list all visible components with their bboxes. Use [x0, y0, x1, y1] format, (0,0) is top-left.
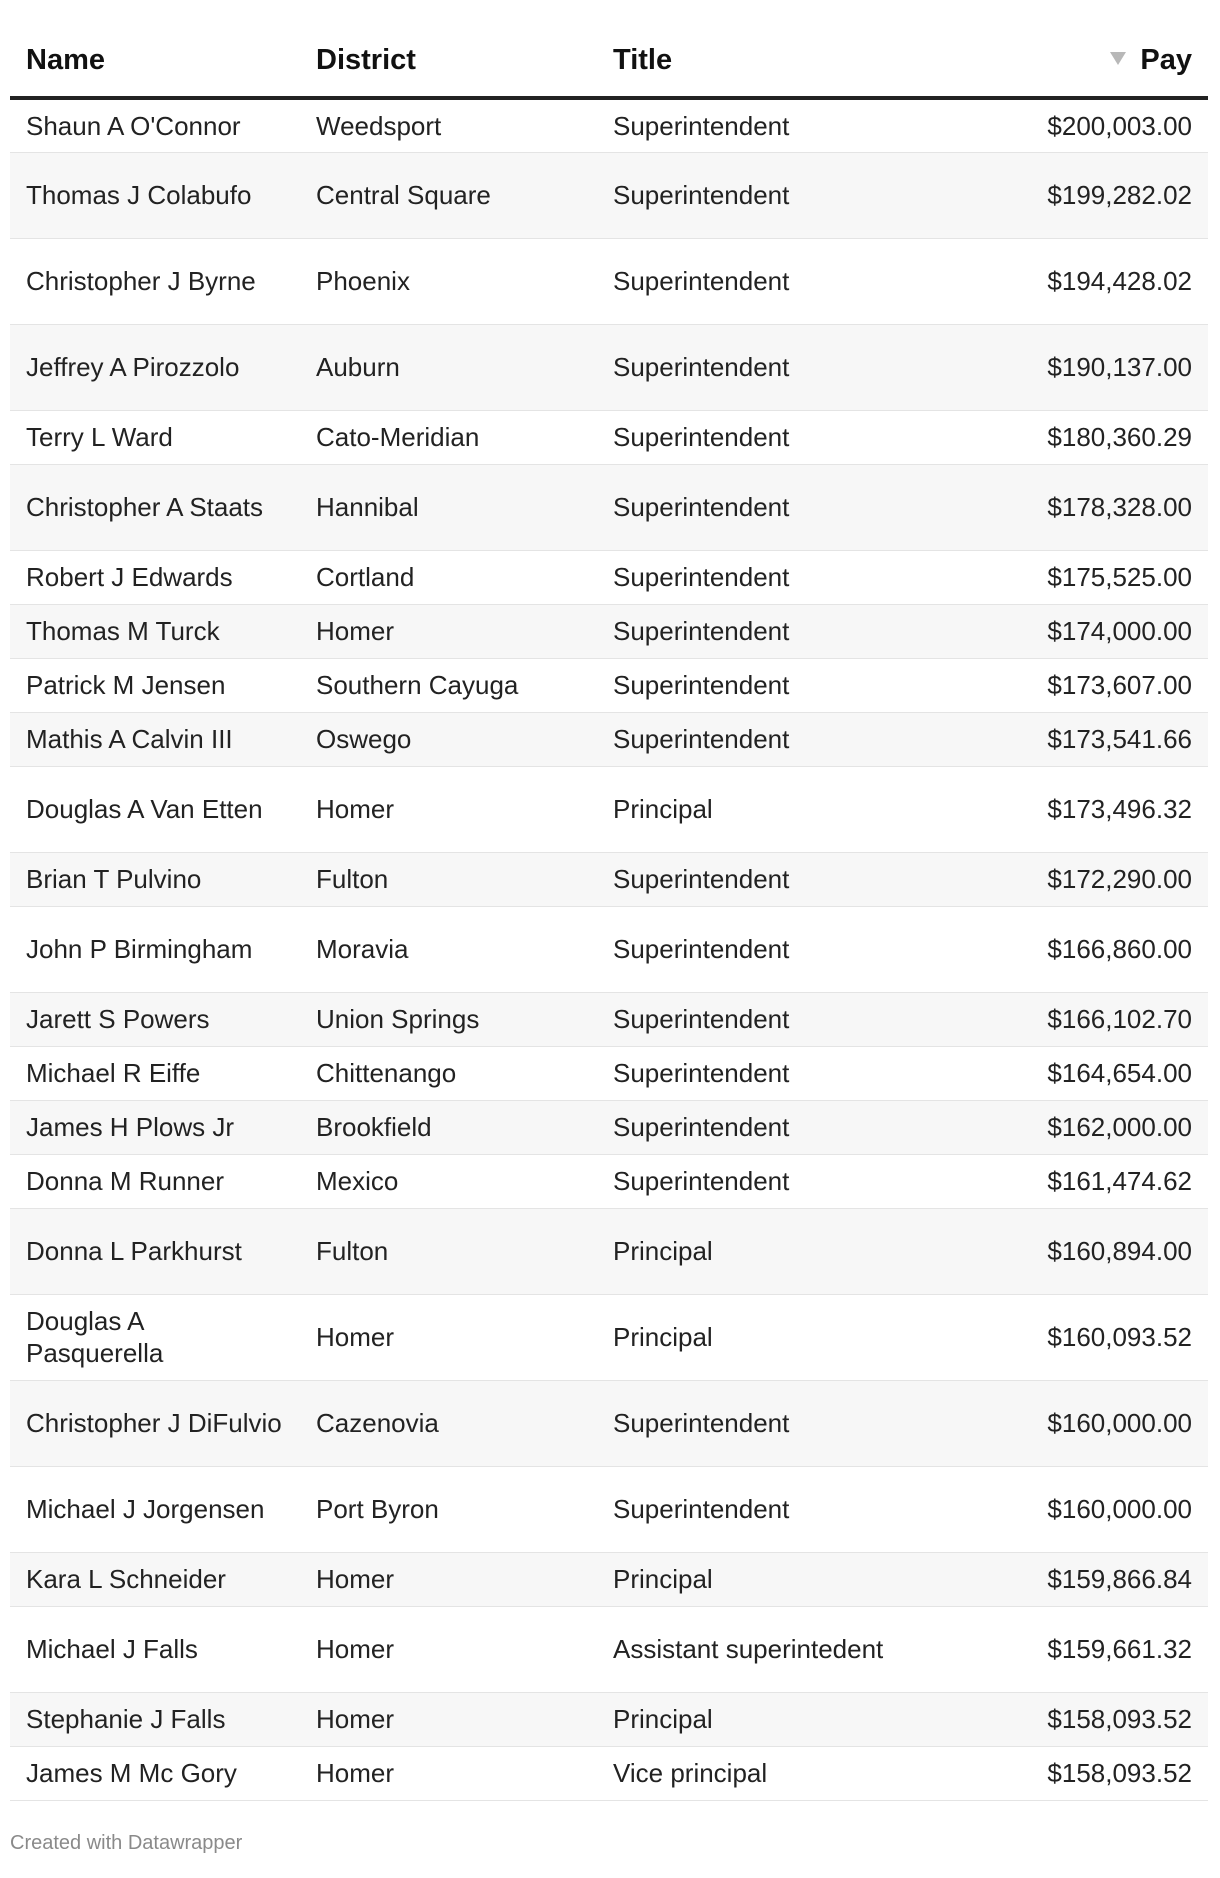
sort-descending-icon[interactable] — [1110, 52, 1126, 65]
cell-district: Homer — [300, 1692, 597, 1746]
cell-title: Superintendent — [597, 604, 952, 658]
cell-name: Christopher J Byrne — [10, 238, 300, 324]
table-row — [10, 658, 1208, 712]
cell-pay: $158,093.52 — [952, 1746, 1208, 1800]
table-row — [10, 766, 1208, 852]
table-row — [10, 852, 1208, 906]
salary-table — [10, 24, 1208, 1801]
cell-pay: $160,894.00 — [952, 1208, 1208, 1294]
cell-title: Superintendent — [597, 1100, 952, 1154]
cell-name: John P Birmingham — [10, 906, 300, 992]
table-row — [10, 712, 1208, 766]
cell-name: Robert J Edwards — [10, 550, 300, 604]
cell-district: Cazenovia — [300, 1380, 597, 1466]
table-row — [10, 324, 1208, 410]
table-row — [10, 1100, 1208, 1154]
cell-title: Superintendent — [597, 1046, 952, 1100]
column-header-title[interactable]: Title — [597, 24, 952, 98]
cell-pay: $164,654.00 — [952, 1046, 1208, 1100]
cell-pay: $166,860.00 — [952, 906, 1208, 992]
cell-name: Christopher J DiFulvio — [10, 1380, 300, 1466]
cell-title: Principal — [597, 1552, 952, 1606]
cell-title: Superintendent — [597, 238, 952, 324]
salary-table-container — [10, 24, 1208, 1801]
cell-name: Jeffrey A Pirozzolo — [10, 324, 300, 410]
table-row — [10, 1552, 1208, 1606]
cell-title: Principal — [597, 1692, 952, 1746]
cell-district: Phoenix — [300, 238, 597, 324]
cell-pay: $160,093.52 — [952, 1294, 1208, 1380]
cell-title: Superintendent — [597, 852, 952, 906]
table-body — [10, 98, 1208, 1800]
cell-district: Homer — [300, 604, 597, 658]
cell-pay: $158,093.52 — [952, 1692, 1208, 1746]
cell-pay: $166,102.70 — [952, 992, 1208, 1046]
cell-name: Mathis A Calvin III — [10, 712, 300, 766]
cell-district: Homer — [300, 766, 597, 852]
table-row — [10, 550, 1208, 604]
cell-title: Vice principal — [597, 1746, 952, 1800]
cell-name: Michael J Jorgensen — [10, 1466, 300, 1552]
cell-district: Cortland — [300, 550, 597, 604]
cell-title: Superintendent — [597, 1154, 952, 1208]
cell-name: Kara L Schneider — [10, 1552, 300, 1606]
table-row — [10, 1606, 1208, 1692]
table-row — [10, 1208, 1208, 1294]
table-row — [10, 604, 1208, 658]
column-header-name[interactable]: Name — [10, 24, 300, 98]
datawrapper-credit: Created with Datawrapper — [10, 1832, 243, 1854]
cell-district: Hannibal — [300, 464, 597, 550]
cell-pay: $200,003.00 — [952, 98, 1208, 152]
column-header-pay-label: Pay — [1140, 43, 1192, 76]
cell-district: Central Square — [300, 152, 597, 238]
cell-title: Superintendent — [597, 550, 952, 604]
cell-name: Michael J Falls — [10, 1606, 300, 1692]
cell-title: Principal — [597, 1294, 952, 1380]
cell-name: Douglas A Van Etten — [10, 766, 300, 852]
table-row — [10, 1294, 1208, 1380]
cell-district: Moravia — [300, 906, 597, 992]
cell-name: Shaun A O'Connor — [10, 98, 300, 152]
cell-district: Homer — [300, 1552, 597, 1606]
table-row — [10, 464, 1208, 550]
cell-title: Principal — [597, 766, 952, 852]
table-row — [10, 1046, 1208, 1100]
cell-pay: $173,496.32 — [952, 766, 1208, 852]
cell-title: Superintendent — [597, 658, 952, 712]
cell-name: Jarett S Powers — [10, 992, 300, 1046]
cell-district: Weedsport — [300, 98, 597, 152]
cell-district: Homer — [300, 1294, 597, 1380]
cell-pay: $172,290.00 — [952, 852, 1208, 906]
cell-pay: $190,137.00 — [952, 324, 1208, 410]
cell-pay: $160,000.00 — [952, 1380, 1208, 1466]
table-row — [10, 992, 1208, 1046]
cell-name: Michael R Eiffe — [10, 1046, 300, 1100]
table-row — [10, 152, 1208, 238]
cell-district: Union Springs — [300, 992, 597, 1046]
cell-pay: $174,000.00 — [952, 604, 1208, 658]
cell-district: Brookfield — [300, 1100, 597, 1154]
cell-pay: $194,428.02 — [952, 238, 1208, 324]
cell-pay: $160,000.00 — [952, 1466, 1208, 1552]
column-header-pay[interactable] — [952, 24, 1208, 98]
cell-name: Brian T Pulvino — [10, 852, 300, 906]
table-row — [10, 1154, 1208, 1208]
cell-district: Fulton — [300, 852, 597, 906]
column-header-district[interactable]: District — [300, 24, 597, 98]
cell-name: Stephanie J Falls — [10, 1692, 300, 1746]
cell-district: Oswego — [300, 712, 597, 766]
cell-title: Principal — [597, 1208, 952, 1294]
cell-title: Superintendent — [597, 410, 952, 464]
cell-title: Superintendent — [597, 324, 952, 410]
cell-pay: $161,474.62 — [952, 1154, 1208, 1208]
table-row — [10, 1380, 1208, 1466]
cell-pay: $180,360.29 — [952, 410, 1208, 464]
table-row — [10, 98, 1208, 152]
cell-title: Superintendent — [597, 1380, 952, 1466]
cell-district: Southern Cayuga — [300, 658, 597, 712]
cell-district: Chittenango — [300, 1046, 597, 1100]
table-row — [10, 1746, 1208, 1800]
cell-title: Superintendent — [597, 98, 952, 152]
cell-name: Patrick M Jensen — [10, 658, 300, 712]
cell-name: Thomas M Turck — [10, 604, 300, 658]
cell-title: Superintendent — [597, 152, 952, 238]
table-row — [10, 1692, 1208, 1746]
cell-title: Superintendent — [597, 712, 952, 766]
cell-title: Superintendent — [597, 906, 952, 992]
cell-pay: $162,000.00 — [952, 1100, 1208, 1154]
cell-district: Mexico — [300, 1154, 597, 1208]
cell-name: Donna L Parkhurst — [10, 1208, 300, 1294]
cell-title: Superintendent — [597, 1466, 952, 1552]
cell-title: Assistant superintedent — [597, 1606, 952, 1692]
table-row — [10, 906, 1208, 992]
cell-district: Homer — [300, 1606, 597, 1692]
cell-district: Fulton — [300, 1208, 597, 1294]
cell-pay: $178,328.00 — [952, 464, 1208, 550]
cell-name: Terry L Ward — [10, 410, 300, 464]
cell-pay: $173,607.00 — [952, 658, 1208, 712]
cell-district: Homer — [300, 1746, 597, 1800]
cell-name: Thomas J Colabufo — [10, 152, 300, 238]
cell-title: Superintendent — [597, 992, 952, 1046]
cell-district: Port Byron — [300, 1466, 597, 1552]
cell-district: Auburn — [300, 324, 597, 410]
cell-pay: $159,866.84 — [952, 1552, 1208, 1606]
cell-pay: $159,661.32 — [952, 1606, 1208, 1692]
table-row — [10, 1466, 1208, 1552]
cell-pay: $175,525.00 — [952, 550, 1208, 604]
cell-name: Donna M Runner — [10, 1154, 300, 1208]
cell-name: Christopher A Staats — [10, 464, 300, 550]
cell-name: James H Plows Jr — [10, 1100, 300, 1154]
cell-title: Superintendent — [597, 464, 952, 550]
cell-pay: $173,541.66 — [952, 712, 1208, 766]
cell-name: James M Mc Gory — [10, 1746, 300, 1800]
table-header-row — [10, 24, 1208, 98]
table-row — [10, 410, 1208, 464]
cell-district: Cato-Meridian — [300, 410, 597, 464]
table-row — [10, 238, 1208, 324]
cell-pay: $199,282.02 — [952, 152, 1208, 238]
cell-name: Douglas A Pasquerella — [10, 1294, 300, 1380]
